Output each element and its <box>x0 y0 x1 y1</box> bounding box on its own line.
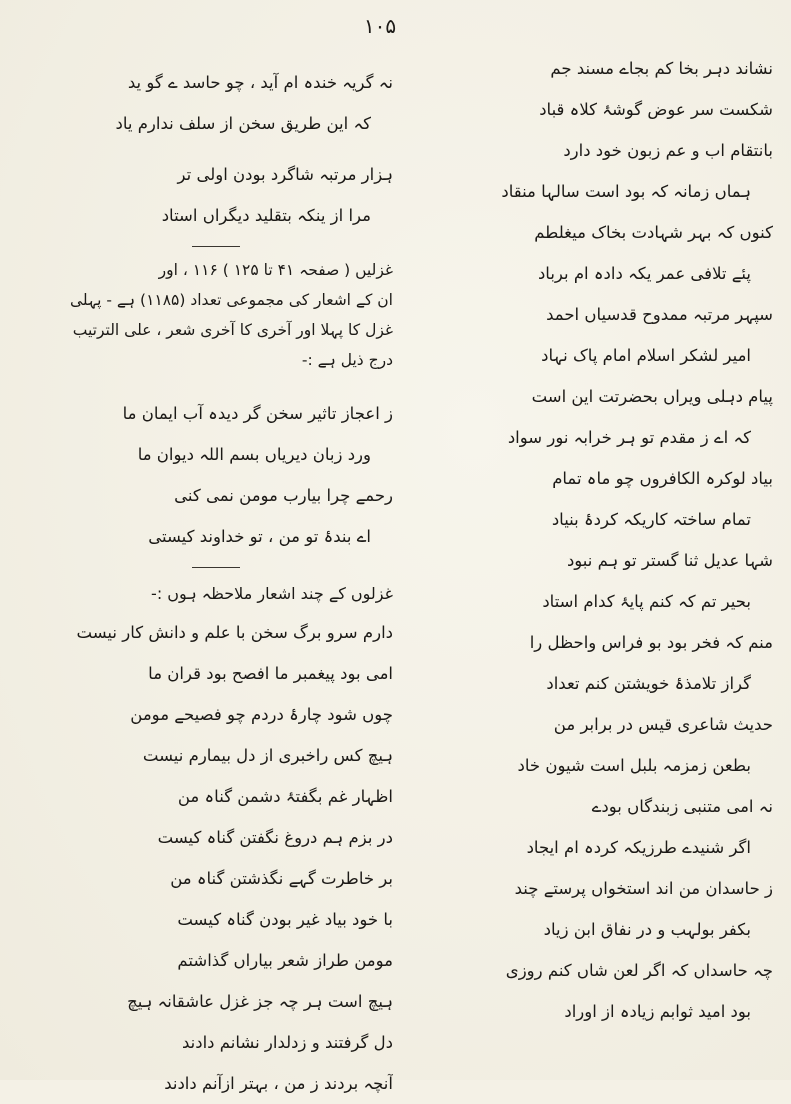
verse-line: دارم سرو برگ سخن با علم و دانش کار نیست <box>76 623 393 642</box>
right-column <box>418 48 773 1032</box>
verse-line: با خود بیاد غیر بودن گناہ کیست <box>177 910 393 929</box>
verse-line: شہا عدیل ثنا گستر تو ہم نبود <box>566 551 773 570</box>
verse-line: بکفر بولہب و در نفاق ابن زیاد <box>543 920 751 939</box>
verse-line: چہ حاسداں کہ اگر لعن شاں کنم روزی <box>505 961 773 980</box>
verse-line: کنوں کہ بہر شہادت بخاک میغلطم <box>534 223 773 242</box>
verse-line: بر خاطرت گہے نگذشتن گناہ من <box>170 869 393 888</box>
verse-line: مومن طراز شعر بیاراں گذاشتم <box>177 951 393 970</box>
prose-line: غزلیں ( صفحہ ۴۱ تا ۱۲۵ ) ۱۱۶ ، اور <box>158 261 393 279</box>
verse-line: آنچہ بردند ز من ، بہتر ازآنم دادند <box>164 1074 393 1093</box>
verse-line: امی بود پیغمبر ما افصح بود قران ما <box>148 664 393 683</box>
verse-line: بطعن زمزمہ بلبل است شیون خاد <box>517 756 751 775</box>
verse-line: مرا از ینکہ بتقلید دیگراں استاد <box>161 206 371 225</box>
left-column <box>38 48 393 1104</box>
verse-line: چوں شود چارۂ دردم چو فصیحے مومن <box>130 705 393 724</box>
verse-line: نہ امی متنبی زبندگاں بودے <box>591 797 773 816</box>
verse-line: دل گرفتند و زدلدار نشانم دادند <box>182 1033 393 1052</box>
verse-line: شکست سر عوض گوشۂ کلاہ قباد <box>539 100 773 119</box>
page-number: ۱۰۵ <box>363 14 397 38</box>
prose-line: غزل کا پہلا اور آخری کا آخری شعر ، علی الترتیب <box>72 321 393 339</box>
verse-line: ز حاسدان من اند استخواں پرستے چند <box>514 879 773 898</box>
verse-line: حدیث شاعری قیس در برابر من <box>553 715 773 734</box>
verse-line: ہیچ است ہر چہ جز غزل عاشقانہ ہیچ <box>127 992 393 1011</box>
verse-line: اظہار غم بگفتۂ دشمن گناہ من <box>177 787 393 806</box>
prose-line: درج ذیل ہے :- <box>301 351 393 369</box>
section-divider <box>192 246 240 247</box>
verse-line: نشاند دہر بخا کم بجاے مسند جم <box>550 59 773 78</box>
verse-line: منم کہ فخر بود بو فراس واحظل را <box>529 633 773 652</box>
verse-line: گراز تلامذۂ خویشتن کنم تعداد <box>546 674 751 693</box>
verse-line: بحیر تم کہ کنم پایۂ کدام استاد <box>542 592 751 611</box>
section-heading: غزلوں کے چند اشعار ملاحظہ ہوں :- <box>151 584 393 603</box>
verse-line: نہ گریہ خندہ ام آید ، چو حاسد ے گو ید <box>127 73 393 92</box>
verse-line: ہماں زمانہ کہ بود است سالہا منقاد <box>501 182 751 201</box>
verse-line: پیام دہلی ویراں بحضرتت این است <box>531 387 773 406</box>
verse-line: کہ این طریق سخن از سلف ندارم یاد <box>115 114 371 133</box>
verse-line: ہیچ کس راخبری از دل بیمارم نیست <box>142 746 393 765</box>
prose-line: ان کے اشعار کی مجموعی تعداد (۱۱۸۵) ہے - پہلی <box>70 291 393 309</box>
section-divider <box>192 567 240 568</box>
verse-line: اے بندۂ تو من ، تو خداوند کیستی <box>148 527 371 546</box>
verse-line: اگر شنیدے طرزیکہ کردہ ام ایجاد <box>526 838 751 857</box>
verse-line: امیر لشکر اسلام امام پاک نہاد <box>541 346 751 365</box>
verse-line: ہزار مرتبہ شاگرد بودن اولی تر <box>177 165 393 184</box>
verse-line: رحمے چرا بیارب مومن نمی کنی <box>174 486 393 505</box>
verse-line: بیاد لوکرہ الکافروں چو ماہ تمام <box>552 469 773 488</box>
verse-line: پئے تلافی عمر یکہ دادہ ام برباد <box>537 264 751 283</box>
verse-line: بانتقام اب و عم زبون خود دارد <box>563 141 773 160</box>
verse-line: تمام ساختہ کاریکہ کردۂ بنیاد <box>551 510 751 529</box>
verse-line: بود امید ثوابم زیادہ از اوراد <box>564 1002 751 1021</box>
verse-line: سپہر مرتبہ ممدوح قدسیاں احمد <box>546 305 773 324</box>
prose-paragraph <box>38 255 393 375</box>
verse-line: ز اعجاز تاثیر سخن گر دیدہ آب ایمان ما <box>122 404 393 423</box>
verse-line: کہ اے ز مقدم تو ہر خرابہ نور سواد <box>507 428 751 447</box>
verse-line: ورد زبان دیریاں بسم اللہ دیوان ما <box>137 445 371 464</box>
verse-line: در بزم ہم دروغ نگفتن گناہ کیست <box>157 828 393 847</box>
